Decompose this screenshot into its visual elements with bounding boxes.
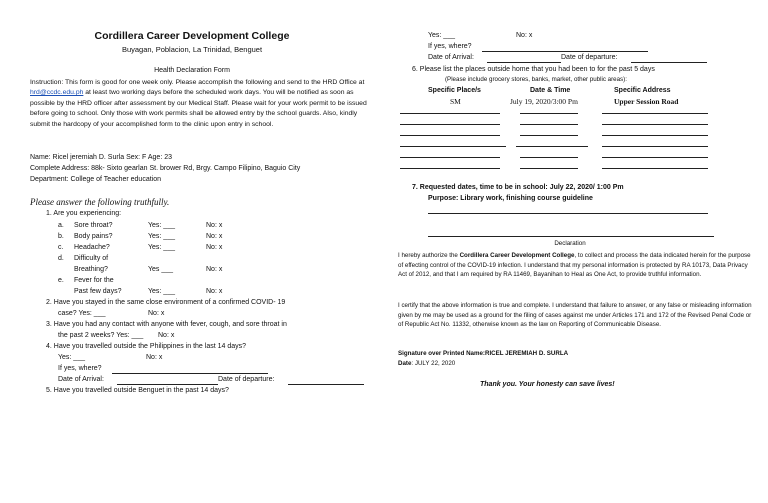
q1c-no[interactable]: No: x [206,244,223,251]
purpose-field[interactable] [428,213,708,214]
place-line[interactable] [400,124,500,125]
declaration-text-1a: I hereby authorize the [398,252,460,259]
row-address: Upper Session Road [614,97,679,106]
date-line-text [398,360,455,367]
date-line[interactable] [520,135,578,136]
q1d-letter: d. [58,255,64,262]
q4-yes[interactable]: Yes: ___ [58,354,85,361]
place-line[interactable] [400,157,500,158]
q5-yes[interactable]: Yes: ___ [428,32,455,39]
q4-departure-label: Date of departure: [218,376,275,383]
q3-no[interactable]: No: x [158,332,175,339]
q4-where-label: If yes, where? [58,365,102,372]
place-line[interactable] [400,135,500,136]
declaration-heading: Declaration [554,240,586,247]
college-title: Cordillera Career Development College [94,30,290,42]
declaration-paragraph-1 [398,251,754,280]
question-3: 3. Have you had any contact with anyone with fever, cough, and sore throat in [46,321,287,328]
question-1: 1. Are you experiencing: [46,210,122,217]
address-line: Complete Address: 88k- Sixto gearlan St. brower Rd, Brgy. Campo Filipino, Baguio City [30,165,301,172]
q1d-label-2: Breathing? [74,266,108,273]
q5-where-field[interactable] [482,51,648,52]
question-6: 6. Please list the places outside home that you had been to for the past 5 days [412,66,655,73]
q5-where-label: If yes, where? [428,43,472,50]
q1b-no[interactable]: No: x [206,233,223,240]
q2-no[interactable]: No: x [148,310,165,317]
col-specific-place: Specific Place/s [428,87,481,94]
instructions-text-2: at least two working days before the scheduled work days. You will be notified as soon as possible by the HRD officer after assessment by our Medical Staff. Please wait for your work permit to be issued before going to school. Only those with work permits shall be allowed entry by the school guards. Also, kindly submit the hardcopy of your accomplished form to the clinic upon entry in school. [30,89,367,128]
q5-no[interactable]: No: x [516,32,533,39]
address-line-field[interactable] [602,124,708,125]
q1a-label: Sore throat? [74,222,113,229]
signature-line: Signature over Printed Name:RICEL JEREMIAH D. SURLA [398,350,569,357]
q1a-no[interactable]: No: x [206,222,223,229]
q4-arrival-label: Date of Arrival: [58,376,104,383]
answer-prompt: Please answer the following truthfully. [30,197,170,207]
q4-arrival-field[interactable] [117,384,218,385]
college-address: Buyagan, Poblacion, La Trinidad, Benguet [121,45,263,54]
date-line[interactable] [520,168,578,169]
q4-where-field[interactable] [112,373,268,374]
declaration-college: Cordillera Career Development College [459,252,575,259]
instructions [30,78,370,130]
place-line[interactable] [400,146,506,147]
q1c-yes[interactable]: Yes: ___ [148,244,175,251]
date-line[interactable] [516,146,588,147]
question-2: 2. Have you stayed in the same close environment of a confirmed COVID- 19 [46,299,286,306]
q2-yes[interactable]: case? Yes: ___ [58,310,106,317]
q1e-yes[interactable]: Yes: ___ [148,288,175,295]
row-date-time: July 19, 2020/3:00 Pm [510,97,578,106]
purpose-line: Purpose: Library work, finishing course guideline [428,195,593,202]
q1e-label: Fever for the [74,277,114,284]
q1e-label-2: Past few days? [74,288,122,295]
question-5: 5. Have you travelled outside Benguet in the past 14 days? [46,387,229,394]
col-specific-address: Specific Address [614,87,671,94]
q4-departure-field[interactable] [288,384,364,385]
date-line[interactable] [520,157,578,158]
q1d-label: Difficulty of [74,255,109,262]
q5-departure-field[interactable] [631,62,707,63]
q5-arrival-field[interactable] [487,62,561,63]
q1a-yes[interactable]: Yes: ___ [148,222,175,229]
q1b-yes[interactable]: Yes: ___ [148,233,175,240]
question-7: 7. Requested dates, time to be in school: July 22, 2020/ 1:00 Pm [412,184,624,191]
q3-yes[interactable]: the past 2 weeks? Yes: ___ [58,332,144,339]
q1b-letter: b. [58,233,64,240]
department-line: Department: College of Teacher education [30,176,162,183]
declaration-text-1b: , to collect and process the data indicated herein for the purpose of effecting control of the COVID-19 infection. I understand that my personal information is protected by RA 10173, Data Privacy Act of 2012, and that I am required by RA 11469, Bayanihan to Heal as One Act, to provide truthful information. [398,252,751,279]
name-line: Name: Ricel jeremiah D. Surla Sex: F Age: 23 [30,154,173,161]
address-line-field[interactable] [602,135,708,136]
date-label: Date [398,360,412,367]
q4-no[interactable]: No: x [146,354,163,361]
instructions-text-1: Instruction: This form is good for one week only. Please accomplish the following and send to the HRD Office at [30,79,365,86]
date-line[interactable] [520,113,578,114]
row-place: SM [450,97,461,106]
col-date-time: Date & Time [530,87,571,94]
q1a-letter: a. [58,222,64,229]
q1b-label: Body pains? [74,233,113,240]
hrd-email-link[interactable]: hrd@ccdc.edu.ph [30,89,84,97]
form-title: Health Declaration Form [154,67,230,74]
address-line-field[interactable] [602,146,708,147]
q5-arrival-label: Date of Arrival: [428,54,474,61]
section-divider [428,236,714,237]
q1d-no[interactable]: No: x [206,266,223,273]
place-line[interactable] [400,168,500,169]
q1c-letter: c. [58,244,64,251]
thank-you-note: Thank you. Your honesty can save lives! [480,381,615,388]
date-line[interactable] [520,124,578,125]
question-4: 4. Have you travelled outside the Philippines in the last 14 days? [46,343,247,350]
q1d-yes[interactable]: Yes ___ [148,266,174,273]
address-line-field[interactable] [602,157,708,158]
date-value: : JULY 22, 2020 [411,360,456,367]
q1e-no[interactable]: No: x [206,288,223,295]
address-line-field[interactable] [602,168,708,169]
address-line-field[interactable] [602,113,708,114]
place-line[interactable] [400,113,500,114]
q1c-label: Headache? [74,244,110,251]
q6-note: (Please include grocery stores, banks, market, other public areas): [445,76,627,83]
declaration-paragraph-2: I certify that the above information is true and complete. I understand that failure to answer, or any false or misleading information given by me may be used as a ground for the filing of cases against me under Articles 171 and 172 of the Revised Penal Code or of Republic Act No. 11332, otherwise known as the law on Reporting of Communicable Disease. [398,302,752,329]
q1e-letter: e. [58,277,64,284]
q5-departure-label: Date of departure: [561,54,618,61]
